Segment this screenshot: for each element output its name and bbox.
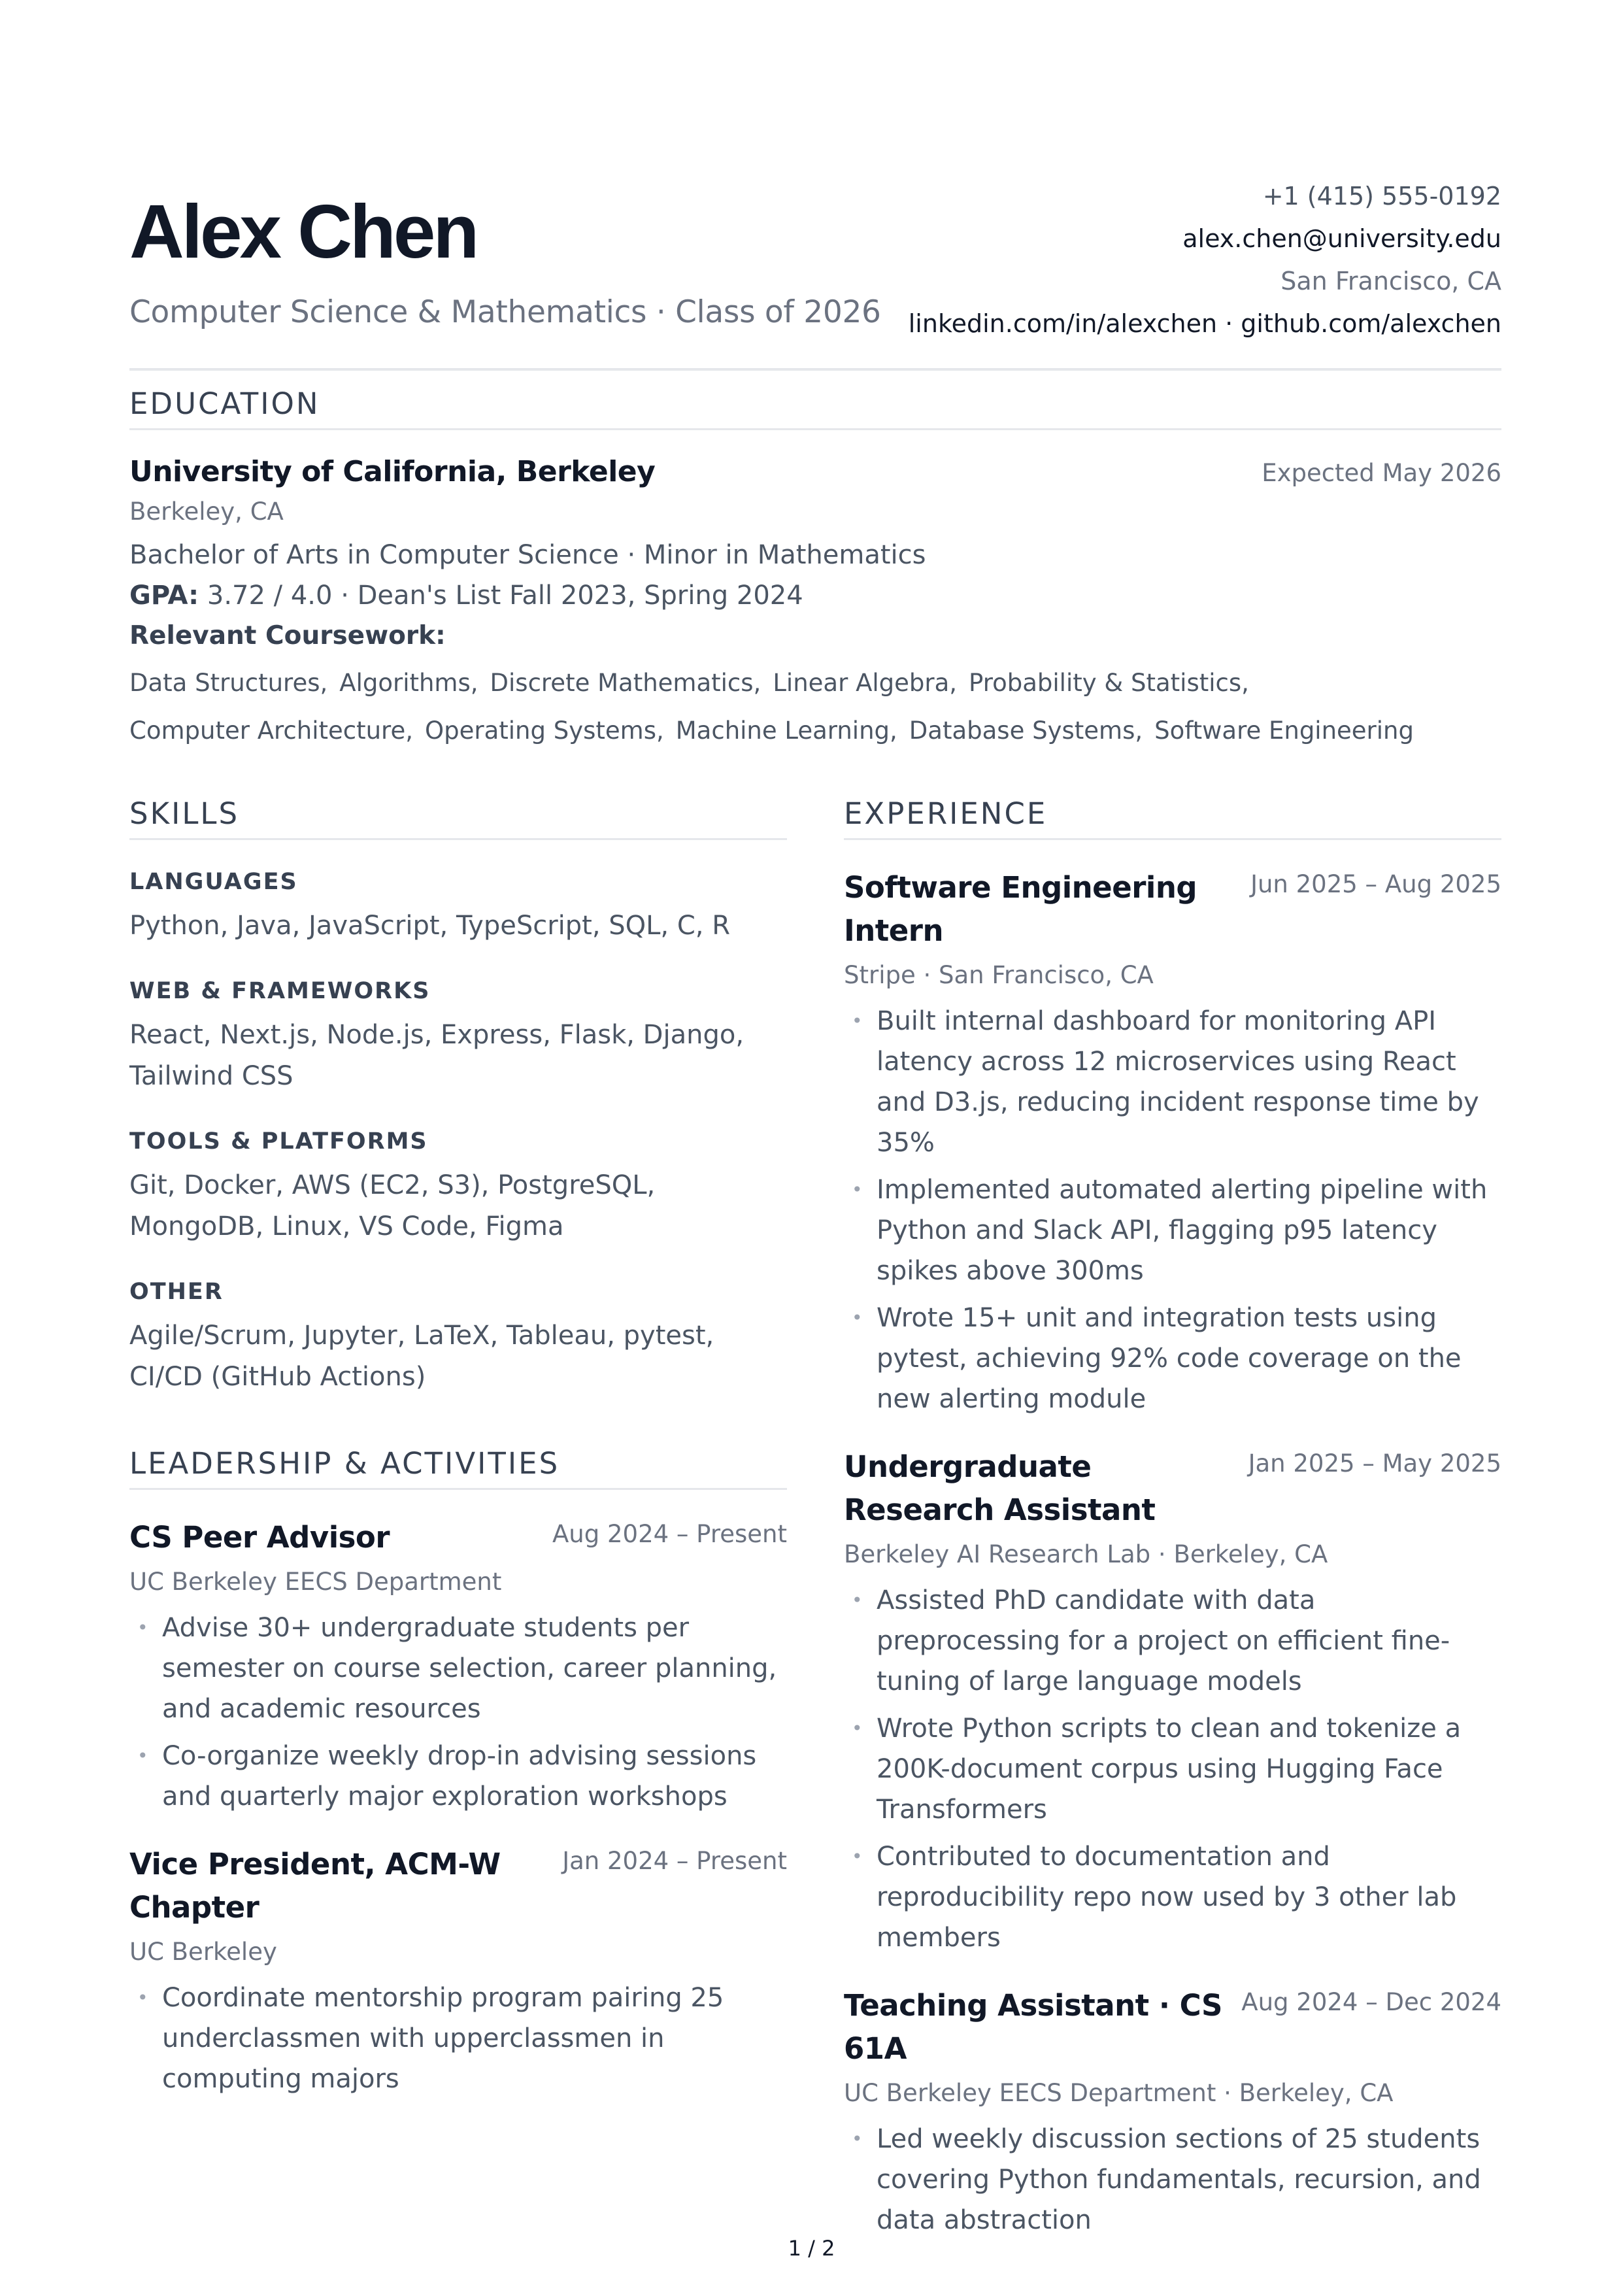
entry-header: [844, 866, 1501, 953]
entry-date: Jan 2025 – May 2025: [1248, 1449, 1501, 1477]
coursework-row: [129, 659, 1501, 707]
email-address: alex.chen@university.edu: [1182, 224, 1501, 253]
bullet-dot-icon: •: [852, 1010, 863, 1032]
resume-page: [129, 175, 1501, 2247]
bullet-text: Advise 30+ undergraduate students per semester on course selection, career planning, and academic resources: [162, 1613, 777, 1724]
skill-group-value: Git, Docker, AWS (EC2, S3), PostgreSQL, MongoDB, Linux, VS Code, Figma: [129, 1170, 656, 1241]
course-item: Probability & Statistics,: [969, 669, 1249, 697]
education-section: [129, 371, 1501, 754]
section-title-education: EDUCATION: [129, 371, 1501, 430]
bullet-list: [844, 1580, 1501, 1958]
bullet-dot-icon: •: [852, 1717, 863, 1739]
experience-section: [844, 781, 1501, 2240]
role-title: CS Peer Advisor: [129, 1520, 390, 1555]
skills-section: [129, 781, 787, 1398]
course-item: Algorithms,: [339, 669, 478, 697]
entry-date: Aug 2024 – Present: [552, 1520, 787, 1548]
role-title: Vice President, ACM-W Chapter: [129, 1847, 501, 1925]
bullet-item: [844, 1170, 1501, 1291]
entry-organization: Stripe · San Francisco, CA: [844, 961, 1154, 989]
entry: [129, 1516, 787, 1817]
bullet-dot-icon: •: [137, 1987, 148, 2008]
bullet-text: Built internal dashboard for monitoring API latency across 12 microservices using React and D3.js, reducing incident response time by 35%: [877, 1006, 1479, 1158]
skill-group-value: Agile/Scrum, Jupyter, LaTeX, Tableau, pytest, CI/CD (GitHub Actions): [129, 1321, 714, 1392]
entry-header: [129, 1516, 787, 1559]
bullet-dot-icon: •: [852, 1589, 863, 1611]
entry-organization: UC Berkeley: [129, 1938, 277, 1966]
degree: Bachelor of Arts in Computer Science · Minor in Mathematics: [129, 540, 926, 570]
coursework-label: Relevant Coursework:: [129, 621, 446, 650]
skill-group-label: LANGUAGES: [129, 869, 298, 895]
course-item: Data Structures,: [129, 669, 328, 697]
school-location: Berkeley, CA: [129, 498, 284, 526]
two-column-body: [129, 781, 1501, 2247]
coursework-list: [129, 659, 1501, 754]
left-column: [129, 781, 787, 2247]
bullet-item: [844, 1836, 1501, 1958]
bullet-text: Wrote Python scripts to clean and tokenize a 200K-document corpus using Hugging Face Transformers: [877, 1714, 1462, 1825]
gpa-line: [129, 575, 1501, 616]
bullet-text: Led weekly discussion sections of 25 students covering Python fundamentals, recursion, and data abstraction: [877, 2124, 1481, 2235]
skill-group-label: OTHER: [129, 1279, 224, 1305]
bullet-dot-icon: •: [137, 1617, 148, 1638]
entry-header: [844, 1445, 1501, 1532]
bullet-dot-icon: •: [852, 1307, 863, 1328]
skill-group-label: WEB & FRAMEWORKS: [129, 978, 431, 1004]
gpa-label: GPA:: [129, 581, 199, 611]
role-title: Teaching Assistant · CS 61A: [844, 1988, 1222, 2066]
role-title: Software Engineering Intern: [844, 870, 1197, 948]
bullet-text: Implemented automated alerting pipeline with Python and Slack API, flagging p95 latency spikes above 300ms: [877, 1175, 1488, 1286]
skills-list: [129, 869, 787, 1398]
bullet-text: Coordinate mentorship program pairing 25 underclassmen with upperclassmen in computing majors: [162, 1983, 724, 2094]
education-entry: [129, 430, 1501, 754]
entry-organization: UC Berkeley EECS Department · Berkeley, CA: [844, 2079, 1394, 2107]
skill-group-label: TOOLS & PLATFORMS: [129, 1128, 428, 1155]
entry-date: Jan 2024 – Present: [562, 1847, 787, 1875]
entry: [129, 1843, 787, 2099]
bullet-item: [844, 2119, 1501, 2240]
bullet-list: [844, 1001, 1501, 1419]
contact-block: [909, 175, 1501, 345]
entry-organization: Berkeley AI Research Lab · Berkeley, CA: [844, 1540, 1328, 1568]
bullet-text: Contributed to documentation and reproducibility repo now used by 3 other lab members: [877, 1842, 1457, 1953]
bullet-item: [844, 1580, 1501, 1702]
coursework-row: [129, 707, 1501, 754]
section-title-skills: SKILLS: [129, 781, 787, 840]
course-item: Machine Learning,: [675, 717, 897, 745]
bullet-dot-icon: •: [852, 1846, 863, 1867]
bullet-item: [129, 1736, 787, 1817]
gpa-value: 3.72 / 4.0 · Dean's List Fall 2023, Spring 2024: [207, 581, 803, 611]
experience-list: [844, 866, 1501, 2240]
entry: [844, 1445, 1501, 1958]
leadership-section: [129, 1430, 787, 2099]
phone-number: +1 (415) 555-0192: [1262, 182, 1501, 211]
course-item: Computer Architecture,: [129, 717, 413, 745]
entry-header: [129, 1843, 787, 1929]
candidate-subtitle: Computer Science & Mathematics · Class of 2026: [129, 294, 881, 330]
entry-organization: UC Berkeley EECS Department: [129, 1568, 502, 1596]
course-item: Linear Algebra,: [773, 669, 958, 697]
course-item: Operating Systems,: [424, 717, 664, 745]
bullet-list: [129, 1608, 787, 1817]
course-item: Database Systems,: [909, 717, 1143, 745]
entry-date: Aug 2024 – Dec 2024: [1241, 1988, 1501, 2016]
name-block: [129, 175, 881, 330]
bullet-text: Wrote 15+ unit and integration tests using pytest, achieving 92% code coverage on the new alerting module: [877, 1303, 1462, 1414]
bullet-item: [844, 1001, 1501, 1163]
bullet-item: [844, 1298, 1501, 1419]
entry: [844, 866, 1501, 1419]
bullet-item: [129, 1608, 787, 1729]
entry-date: Jun 2025 – Aug 2025: [1250, 870, 1501, 898]
candidate-name: Alex Chen: [129, 189, 477, 274]
profile-links: linkedin.com/in/alexchen · github.com/alexchen: [908, 309, 1501, 338]
entry-header: [844, 1984, 1501, 2070]
bullet-dot-icon: •: [137, 1745, 148, 1766]
section-title-leadership: LEADERSHIP & ACTIVITIES: [129, 1430, 787, 1490]
skill-group-value: React, Next.js, Node.js, Express, Flask, Django, Tailwind CSS: [129, 1020, 745, 1091]
skill-group-value: Python, Java, JavaScript, TypeScript, SQL, C, R: [129, 911, 731, 941]
course-item: Software Engineering: [1154, 717, 1414, 745]
bullet-dot-icon: •: [852, 1179, 863, 1200]
page-number: 1 / 2: [788, 2236, 835, 2261]
bullet-text: Assisted PhD candidate with data preprocessing for a project on efficient fine-tuning of large language models: [877, 1585, 1450, 1697]
leadership-list: [129, 1516, 787, 2099]
bullet-list: [844, 2119, 1501, 2240]
bullet-item: [844, 1708, 1501, 1830]
course-item: Discrete Mathematics,: [490, 669, 761, 697]
contact-location: San Francisco, CA: [1280, 267, 1501, 295]
resume-header: [129, 175, 1501, 371]
bullet-dot-icon: •: [852, 2128, 863, 2150]
role-title: Undergraduate Research Assistant: [844, 1449, 1156, 1527]
right-column: [844, 781, 1501, 2247]
bullet-text: Co-organize weekly drop-in advising sessions and quarterly major exploration workshops: [162, 1741, 757, 1812]
section-title-experience: EXPERIENCE: [844, 781, 1501, 840]
bullet-item: [129, 1978, 787, 2099]
school-name: University of California, Berkeley: [129, 455, 656, 488]
entry: [844, 1984, 1501, 2240]
bullet-list: [129, 1978, 787, 2099]
education-date: Expected May 2026: [1262, 459, 1501, 487]
